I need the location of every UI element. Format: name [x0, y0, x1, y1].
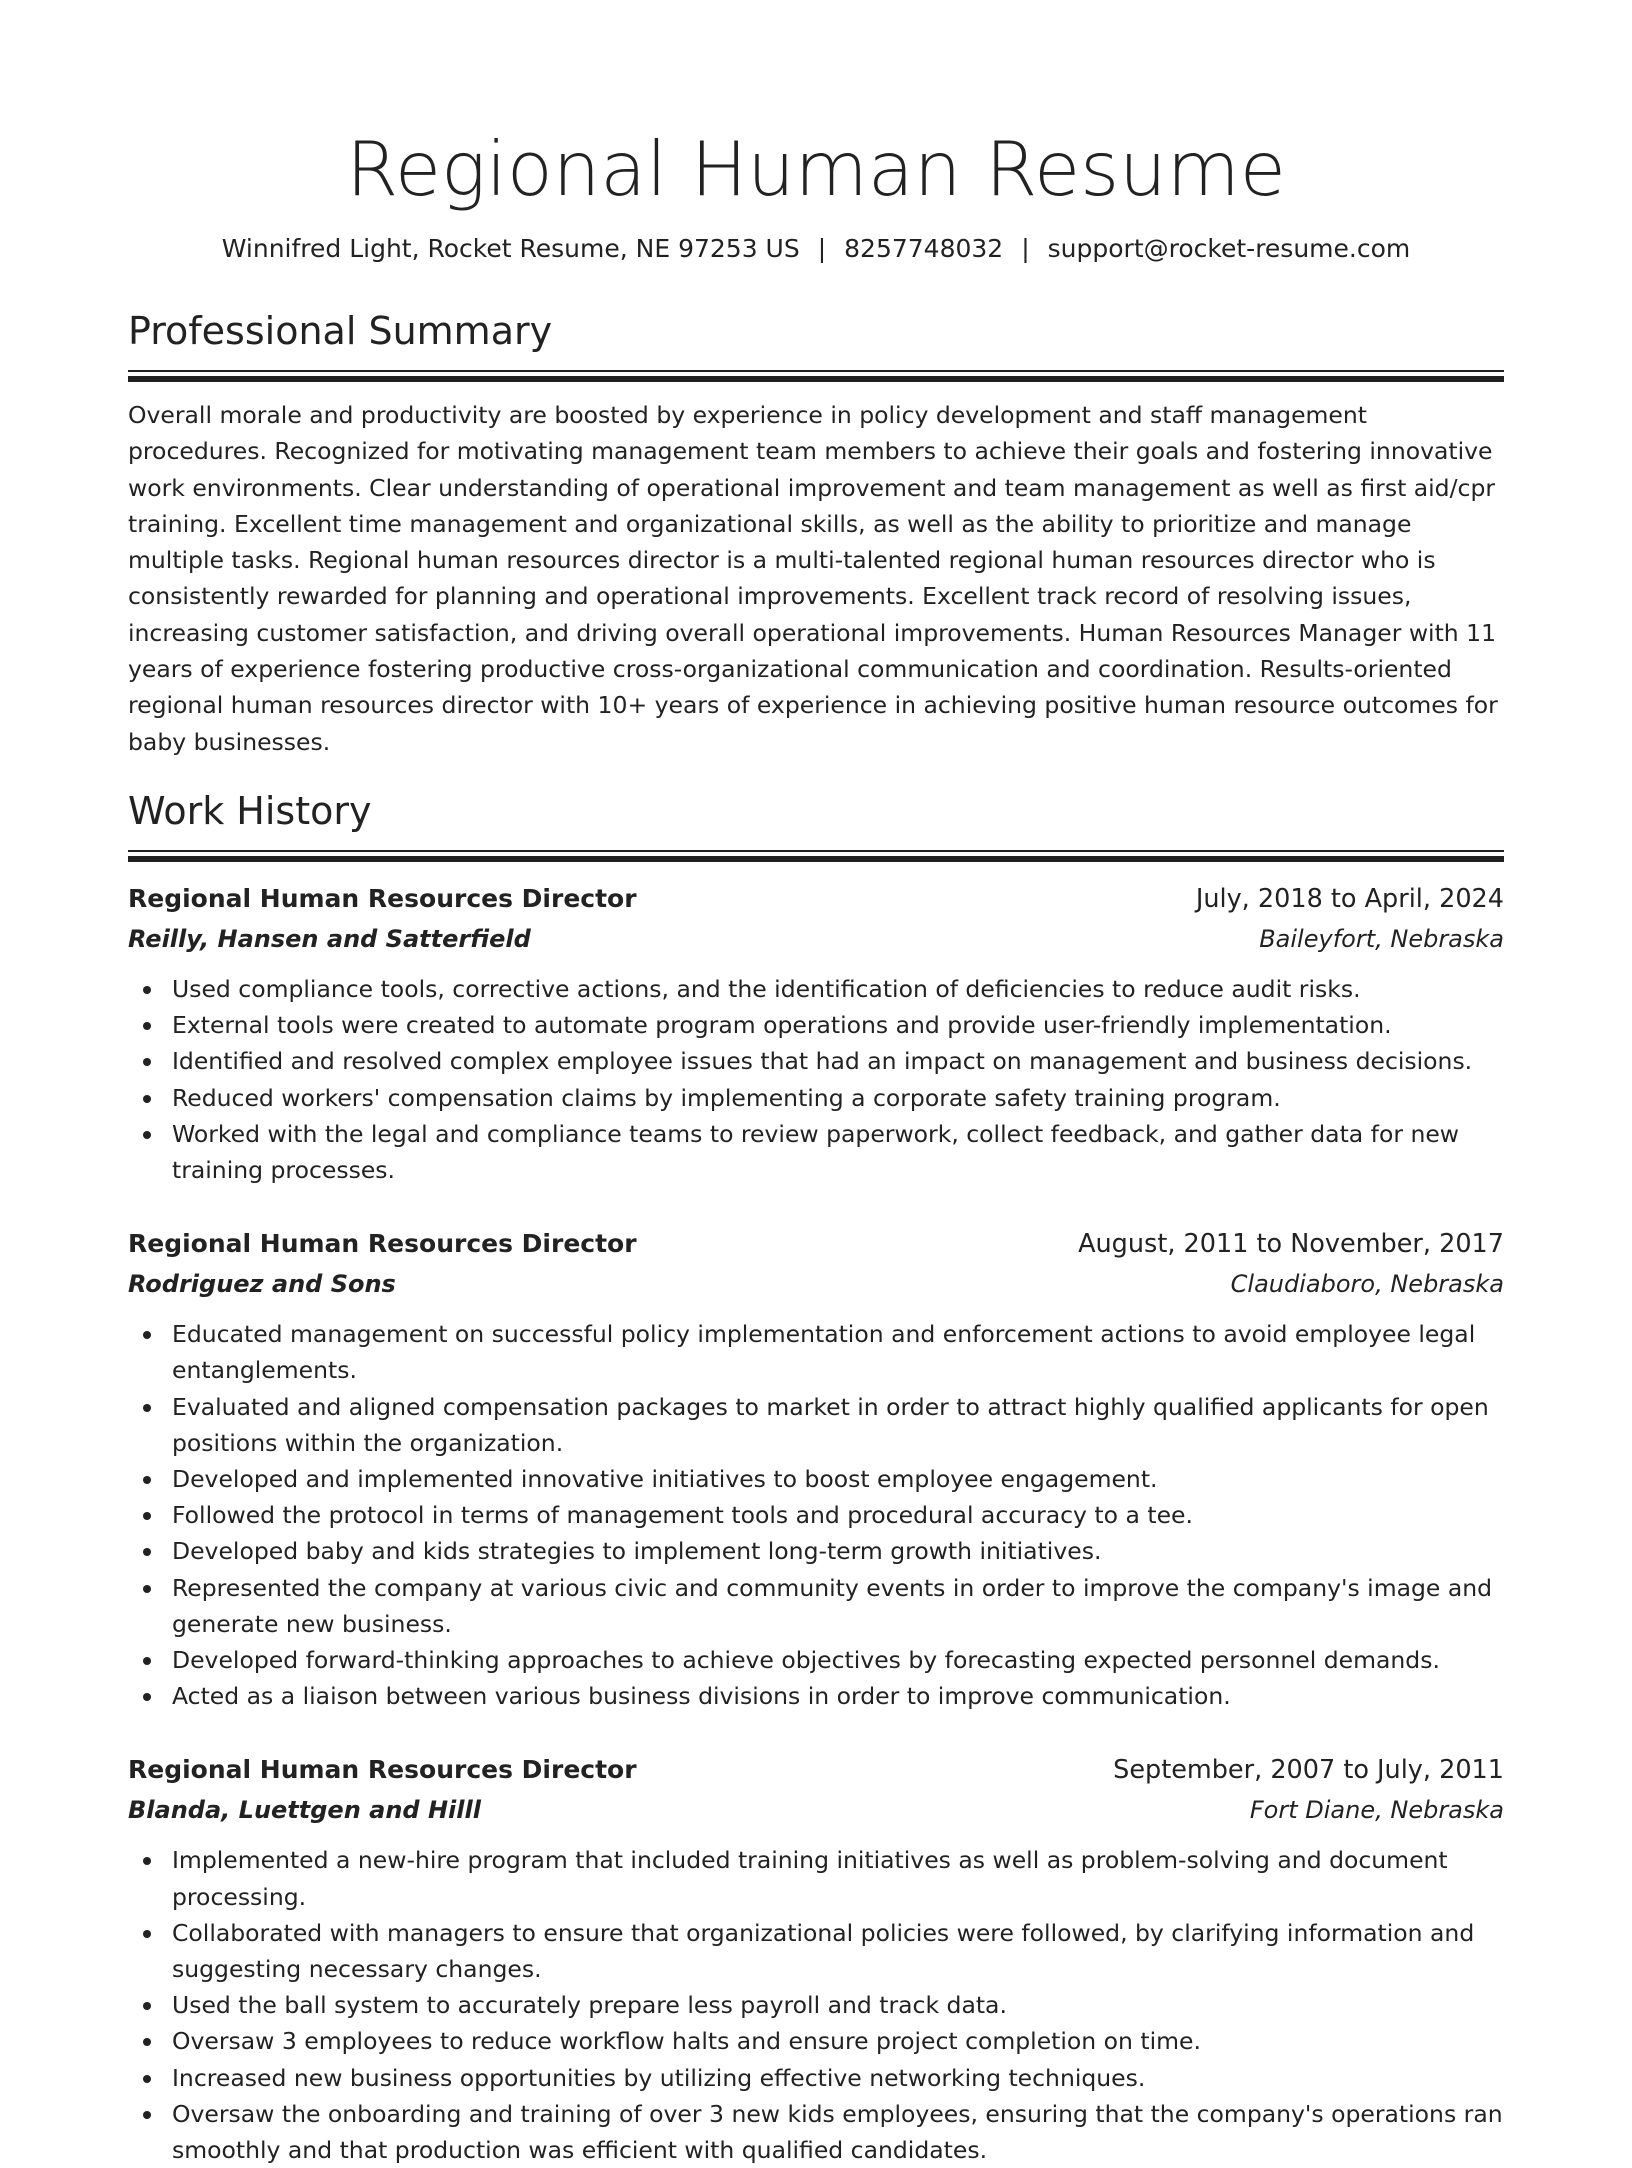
- job-bullet: Implemented a new-hire program that included training initiatives as well as problem-solving and document processing.: [172, 1842, 1504, 1914]
- job-location: Claudiaboro, Nebraska: [1230, 1270, 1504, 1299]
- job-title: Regional Human Resources Director: [128, 1229, 637, 1259]
- job-location: Fort Diane, Nebraska: [1249, 1796, 1504, 1825]
- job-bullet: Reduced workers' compensation claims by implementing a corporate safety training program.: [172, 1080, 1504, 1116]
- professional-summary-section: [128, 308, 1504, 760]
- contact-separator: |: [817, 234, 827, 263]
- job-company: Rodriguez and Sons: [128, 1270, 396, 1299]
- job-bullet: Developed and implemented innovative initiatives to boost employee engagement.: [172, 1461, 1504, 1497]
- job-title: Regional Human Resources Director: [128, 883, 637, 913]
- contact-email: support@rocket-resume.com: [1047, 234, 1411, 263]
- job-entry-1: [128, 879, 1504, 1188]
- job-bullet: Oversaw 3 employees to reduce workflow halts and ensure project completion on time.: [172, 2023, 1504, 2059]
- job-bullet: Evaluated and aligned compensation packages to market in order to attract highly qualified applicants for open positions within the organization.: [172, 1389, 1504, 1461]
- section-divider: [128, 370, 1504, 381]
- job-entry-3: [128, 1750, 1504, 2168]
- job-entry-2: [128, 1224, 1504, 1714]
- job-bullet: Followed the protocol in terms of management tools and procedural accuracy to a tee.: [172, 1497, 1504, 1533]
- section-title-work-history: Work History: [128, 788, 372, 833]
- job-bullet: Represented the company at various civic and community events in order to improve the company's image and generate new business.: [172, 1570, 1504, 1642]
- work-history-section: [128, 788, 1504, 2168]
- job-bullet: Increased new business opportunities by utilizing effective networking techniques.: [172, 2060, 1504, 2096]
- job-bullet: Educated management on successful policy implementation and enforcement actions to avoid employee legal entanglements.: [172, 1316, 1504, 1388]
- job-location: Baileyfort, Nebraska: [1259, 924, 1504, 953]
- job-dates: July, 2018 to April, 2024: [1195, 883, 1504, 914]
- summary-text: Overall morale and productivity are boosted by experience in policy development and staff management procedures. Recognized for motivating management team members to achieve their goals and fostering innovative work environments. Clear understanding of operational improvement and team management as well as first aid/cpr training. Excellent time management and organizational skills, as well as the ability to prioritize and manage multiple tasks. Regional human resources director is a multi-talented regional human resources director who is consistently rewarded for planning and operational improvements. Excellent track record of resolving issues, increasing customer satisfaction, and driving overall operational improvements. Human Resources Manager with 11 years of experience fostering productive cross-organizational communication and coordination. Results-oriented regional human resources director with 10+ years of experience in achieving positive human resource outcomes for baby businesses.: [128, 401, 1498, 756]
- job-bullet: Developed forward-thinking approaches to achieve objectives by forecasting expected personnel demands.: [172, 1642, 1504, 1678]
- job-bullet-list: [128, 1316, 1504, 1714]
- contact-phone: 8257748032: [844, 234, 1004, 263]
- job-company: Reilly, Hansen and Satterfield: [128, 924, 531, 953]
- job-bullet: Collaborated with managers to ensure that organizational policies were followed, by clarifying information and suggesting necessary changes.: [172, 1915, 1504, 1987]
- job-bullet: Worked with the legal and compliance teams to review paperwork, collect feedback, and gather data for new training processes.: [172, 1116, 1504, 1188]
- job-bullet: Identified and resolved complex employee issues that had an impact on management and business decisions.: [172, 1043, 1504, 1079]
- contact-separator: |: [1021, 234, 1030, 263]
- job-bullet: Developed baby and kids strategies to implement long-term growth initiatives.: [172, 1533, 1504, 1569]
- job-bullet: Used the ball system to accurately prepare less payroll and track data.: [172, 1987, 1504, 2023]
- job-bullet: Oversaw the onboarding and training of over 3 new kids employees, ensuring that the company's operations ran smoothly and that production was efficient with qualified candidates.: [172, 2096, 1504, 2168]
- contact-line: [128, 232, 1504, 266]
- job-bullet-list: [128, 971, 1504, 1188]
- section-title-summary: Professional Summary: [128, 309, 553, 353]
- job-bullet-list: [128, 1842, 1504, 2168]
- resume-page: [128, 0, 1504, 2168]
- job-bullet: Acted as a liaison between various business divisions in order to improve communication.: [172, 1678, 1504, 1714]
- job-title: Regional Human Resources Director: [128, 1755, 637, 1785]
- section-divider: [128, 850, 1504, 861]
- resume-name: Regional Human Resume: [346, 125, 1286, 213]
- job-company: Blanda, Luettgen and Hilll: [128, 1796, 481, 1825]
- job-bullet: Used compliance tools, corrective actions, and the identification of deficiencies to reduce audit risks.: [172, 971, 1504, 1007]
- contact-address: Winnifred Light, Rocket Resume, NE 97253 US: [221, 234, 800, 263]
- job-dates: August, 2011 to November, 2017: [1078, 1229, 1504, 1260]
- job-dates: September, 2007 to July, 2011: [1113, 1755, 1504, 1786]
- job-bullet: External tools were created to automate program operations and provide user-friendly implementation.: [172, 1007, 1504, 1043]
